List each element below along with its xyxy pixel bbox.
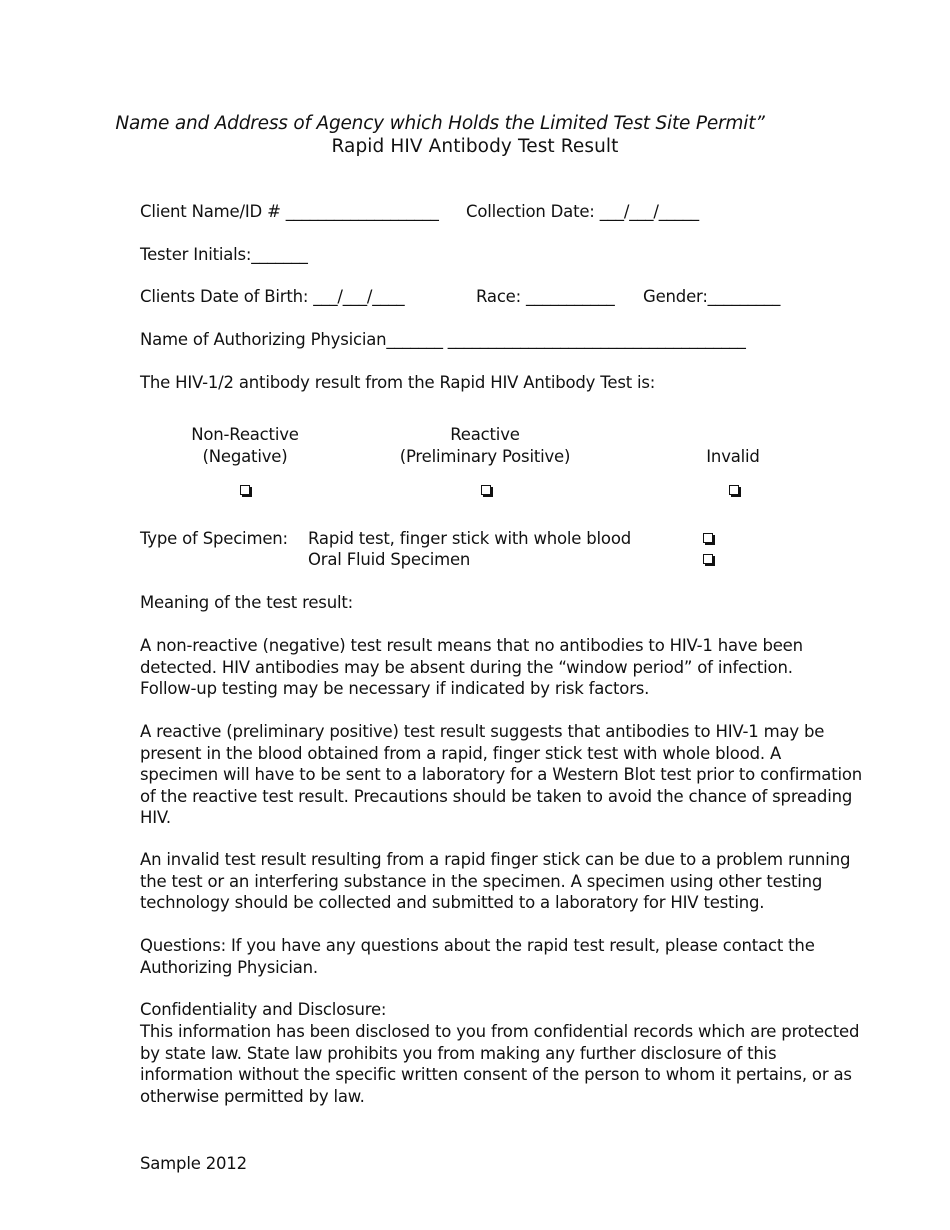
paragraph-line: of the reactive test result. Precautions should be taken to avoid the chance of spreading xyxy=(140,786,853,806)
paragraph-line: otherwise permitted by law. xyxy=(140,1086,365,1106)
paragraph-line: information without the specific written consent of the person to whom it pertains, or as xyxy=(140,1065,852,1084)
invalid-paragraph xyxy=(140,849,851,914)
reactive-checkbox[interactable] xyxy=(481,485,491,495)
race-field[interactable]: Race: ___________ xyxy=(476,287,615,306)
paragraph-line: A reactive (preliminary positive) test result suggests that antibodies to HIV-1 may be xyxy=(140,722,825,741)
invalid-checkbox[interactable] xyxy=(729,485,739,495)
collection-date-field[interactable]: Collection Date: ___/___/_____ xyxy=(466,202,699,221)
document-title: Rapid HIV Antibody Test Result xyxy=(331,136,619,157)
result-intro: The HIV-1/2 antibody result from the Rapid HIV Antibody Test is: xyxy=(140,373,656,392)
paragraph-line: Authorizing Physician. xyxy=(140,957,318,977)
paragraph-line: by state law. State law prohibits you from making any further disclosure of this xyxy=(140,1043,777,1063)
nonreactive-checkbox[interactable] xyxy=(240,485,250,495)
paragraph-line: specimen will have to be sent to a laboratory for a Western Blot test prior to confirmation xyxy=(140,765,863,784)
specimen-option-oral: Oral Fluid Specimen xyxy=(308,550,471,569)
tester-initials-field[interactable]: Tester Initials:_______ xyxy=(140,245,308,264)
specimen-option-fingerstick: Rapid test, finger stick with whole blood xyxy=(308,529,631,548)
physician-field[interactable]: Name of Authorizing Physician_______ _____________________________________ xyxy=(140,330,746,349)
fingerstick-checkbox[interactable] xyxy=(703,533,713,543)
paragraph-line: HIV. xyxy=(140,808,171,827)
result-option-line1: Reactive xyxy=(450,425,520,444)
paragraph-line: Follow-up testing may be necessary if indicated by risk factors. xyxy=(140,679,650,698)
paragraph-line: present in the blood obtained from a rapid, finger stick test with whole blood. A xyxy=(140,743,782,763)
result-option-line2: Invalid xyxy=(706,447,760,466)
paragraph-line: detected. HIV antibodies may be absent during the “window period” of infection. xyxy=(140,657,793,677)
result-option-line2: (Preliminary Positive) xyxy=(399,447,571,466)
paragraph-line: This information has been disclosed to you from confidential records which are protected xyxy=(140,1022,860,1041)
reactive-paragraph xyxy=(140,721,863,829)
paragraph-line: the test or an interfering substance in the specimen. A specimen using other testing xyxy=(140,871,823,891)
paragraph-line: Questions: If you have any questions about the rapid test result, please contact the xyxy=(140,936,815,955)
confidentiality-heading: Confidentiality and Disclosure: xyxy=(140,1000,387,1019)
result-option-line1: Non-Reactive xyxy=(191,425,299,444)
result-option-line2: (Negative) xyxy=(202,447,288,466)
confidentiality-paragraph xyxy=(140,1021,860,1107)
paragraph-line: A non-reactive (negative) test result means that no antibodies to HIV-1 have been xyxy=(140,636,803,655)
footer-sample: Sample 2012 xyxy=(140,1154,247,1173)
specimen-label: Type of Specimen: xyxy=(140,529,288,548)
client-name-field[interactable]: Client Name/ID # ___________________ xyxy=(140,202,439,221)
oral-fluid-checkbox[interactable] xyxy=(703,554,713,564)
agency-line: Name and Address of Agency which Holds the Limited Test Site Permit” xyxy=(115,113,765,134)
questions-paragraph xyxy=(140,935,840,978)
paragraph-line: technology should be collected and submitted to a laboratory for HIV testing. xyxy=(140,893,765,912)
dob-field[interactable]: Clients Date of Birth: ___/___/____ xyxy=(140,287,405,306)
paragraph-line: An invalid test result resulting from a rapid finger stick can be due to a problem running xyxy=(140,850,851,869)
gender-field[interactable]: Gender:_________ xyxy=(643,287,781,306)
meaning-heading: Meaning of the test result: xyxy=(140,593,353,612)
nonreactive-paragraph xyxy=(140,635,840,700)
